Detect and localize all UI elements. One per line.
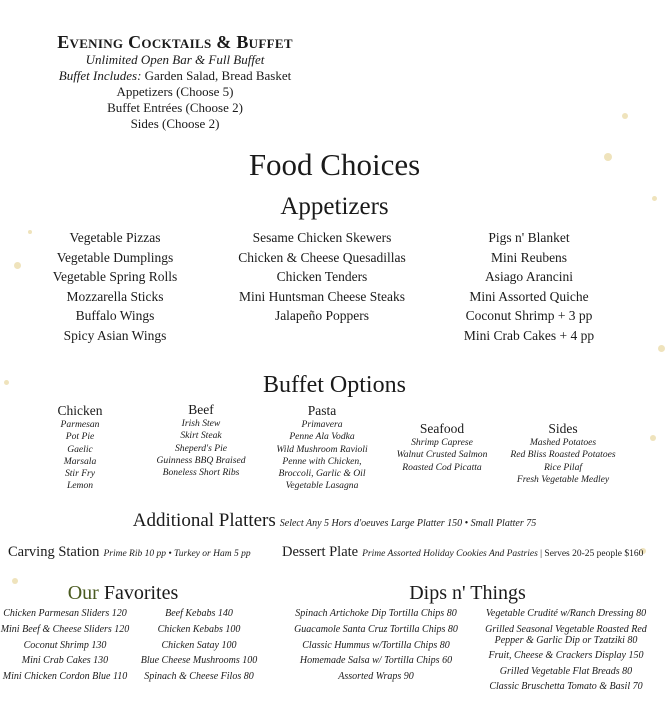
buffet-heading: Beef bbox=[188, 402, 214, 417]
buffet-heading: Sides bbox=[548, 421, 578, 436]
list-item: Guacamole Santa Cruz Tortilla Chips 80 bbox=[294, 623, 458, 635]
buffet-seafood bbox=[384, 421, 500, 474]
list-item: Spicy Asian Wings bbox=[63, 327, 167, 343]
list-item: Beef Kebabs 140 bbox=[165, 608, 233, 619]
buffet-heading: Chicken bbox=[57, 403, 103, 418]
list-item: Grilled Vegetable Flat Breads 80 bbox=[499, 665, 633, 677]
list-item: Classic Bruschetta Tomato & Basil 70 bbox=[489, 681, 643, 693]
buffet-chicken bbox=[30, 403, 130, 493]
list-item: Coconut Shrimp + 3 pp bbox=[465, 308, 593, 323]
list-item: Roasted Cod Picatta bbox=[402, 461, 482, 473]
decorative-dot bbox=[14, 262, 21, 269]
dessert-title: Dessert Plate bbox=[282, 544, 359, 560]
decorative-dot bbox=[622, 113, 628, 119]
buffet-includes-value: Garden Salad, Bread Basket bbox=[141, 68, 292, 83]
buffet-beef bbox=[146, 402, 256, 479]
list-item: Primavera bbox=[301, 419, 343, 430]
additional-platters bbox=[0, 510, 669, 532]
appetizers-title: Appetizers bbox=[280, 193, 389, 220]
list-item: Mini Beef & Cheese Sliders 120 bbox=[0, 623, 130, 635]
list-item: Guinness BBQ Braised bbox=[156, 454, 246, 466]
list-item: Chicken & Cheese Quesadillas bbox=[238, 249, 406, 265]
platters-detail: Select Any 5 Hors d'oeuves Large Platter 150 • Small Platter 75 bbox=[279, 518, 537, 529]
dips-col-2 bbox=[471, 606, 661, 695]
appetizers-rule: Appetizers (Choose 5) bbox=[116, 84, 234, 99]
list-item: Rice Pilaf bbox=[543, 461, 583, 473]
list-item: Mini Reubens bbox=[490, 249, 568, 265]
list-item: Gaelic bbox=[67, 443, 93, 455]
list-item: Mashed Potatoes bbox=[529, 437, 597, 448]
list-item: Fresh Vegetable Medley bbox=[516, 473, 610, 485]
list-item: Assorted Wraps 90 bbox=[338, 671, 414, 683]
buffet-includes bbox=[20, 68, 330, 84]
list-item: Chicken Satay 100 bbox=[161, 639, 237, 651]
list-item: Shrimp Caprese bbox=[411, 437, 473, 448]
platters-title: Additional Platters bbox=[132, 510, 276, 531]
decorative-dot bbox=[28, 230, 32, 234]
list-item: Grilled Seasonal Vegetable Roasted Red Pepper & Garlic Dip or Tzatziki 80 bbox=[485, 623, 647, 646]
dessert-serves: | Serves 20-25 people $160 bbox=[537, 549, 644, 559]
list-item: Boneless Short Ribs bbox=[162, 467, 240, 479]
carving-title: Carving Station bbox=[8, 544, 100, 560]
list-item: Irish Stew bbox=[181, 418, 221, 429]
list-item: Sesame Chicken Skewers bbox=[252, 230, 392, 245]
list-item: Pigs n' Blanket bbox=[488, 230, 570, 245]
list-item: Fruit, Cheese & Crackers Display 150 bbox=[488, 649, 644, 661]
list-item: Mini Crab Cakes + 4 pp bbox=[463, 327, 595, 343]
list-item: Jalapeño Poppers bbox=[274, 308, 370, 323]
buffet-heading: Pasta bbox=[307, 403, 337, 418]
list-item: Mini Huntsman Cheese Steaks bbox=[238, 288, 406, 304]
list-item: Chicken Kebabs 100 bbox=[157, 623, 241, 635]
list-item: Vegetable Lasagna bbox=[285, 480, 359, 492]
list-item: Walnut Crusted Salmon bbox=[396, 449, 488, 461]
list-item: Broccoli, Garlic & Oil bbox=[278, 468, 366, 480]
event-subtitle: Unlimited Open Bar & Full Buffet bbox=[85, 52, 265, 67]
dips-col-1 bbox=[283, 606, 469, 685]
list-item: Wild Mushroom Ravioli bbox=[276, 443, 368, 455]
list-item: Marsala bbox=[63, 455, 97, 467]
buffet-heading: Seafood bbox=[419, 421, 465, 436]
buffet-sides bbox=[500, 421, 626, 486]
list-item: Homemade Salsa w/ Tortilla Chips 60 bbox=[299, 655, 453, 667]
carving-detail: Prime Rib 10 pp • Turkey or Ham 5 pp bbox=[103, 549, 251, 559]
list-item: Chicken Parmesan Sliders 120 bbox=[3, 608, 127, 619]
sides-rule: Sides (Choose 2) bbox=[130, 116, 220, 131]
list-item: Lemon bbox=[66, 480, 94, 492]
list-item: Coconut Shrimp 130 bbox=[23, 639, 107, 651]
decorative-dot bbox=[650, 435, 656, 441]
decorative-dot bbox=[658, 345, 665, 352]
list-item: Buffalo Wings bbox=[75, 308, 155, 323]
favorites-title-accent: Our bbox=[67, 582, 99, 604]
dessert-plate bbox=[282, 543, 643, 561]
list-item: Vegetable Dumplings bbox=[56, 249, 174, 265]
dips-title: Dips n' Things bbox=[409, 582, 526, 604]
list-item: Asiago Arancini bbox=[484, 269, 574, 284]
favorites-title-rest: Favorites bbox=[98, 582, 179, 604]
appetizers-col-1 bbox=[40, 228, 190, 345]
list-item: Mini Assorted Quiche bbox=[469, 288, 589, 304]
list-item: Vegetable Pizzas bbox=[69, 230, 161, 245]
buffet-pasta bbox=[264, 403, 380, 493]
list-item: Penne Ala Vodka bbox=[289, 431, 355, 443]
event-title: Evening Cocktails & Buffet bbox=[57, 32, 293, 52]
list-item: Skirt Steak bbox=[180, 430, 222, 442]
list-item: Spinach Artichoke Dip Tortilla Chips 80 bbox=[295, 608, 457, 619]
event-header bbox=[20, 32, 330, 132]
list-item: Chicken Tenders bbox=[276, 269, 368, 284]
food-choices-title: Food Choices bbox=[248, 147, 421, 182]
list-item: Pot Pie bbox=[65, 431, 95, 443]
appetizers-col-3 bbox=[452, 228, 606, 345]
list-item: Parmesan bbox=[60, 419, 100, 430]
carving-station bbox=[8, 543, 251, 561]
favorites-title bbox=[0, 580, 246, 606]
list-item: Penne with Chicken, bbox=[282, 455, 362, 467]
list-item: Mini Crab Cakes 130 bbox=[21, 655, 109, 667]
buffet-includes-label: Buffet Includes: bbox=[58, 68, 142, 83]
list-item: Red Bliss Roasted Potatoes bbox=[510, 449, 616, 461]
buffet-options-title: Buffet Options bbox=[263, 372, 406, 398]
favorites-col-2 bbox=[134, 606, 264, 685]
list-item: Sheperd's Pie bbox=[174, 442, 228, 454]
list-item: Blue Cheese Mushrooms 100 bbox=[140, 655, 258, 667]
list-item: Spinach & Cheese Filos 80 bbox=[144, 671, 254, 683]
list-item: Classic Hummus w/Tortilla Chips 80 bbox=[302, 639, 450, 651]
list-item: Vegetable Crudité w/Ranch Dressing 80 bbox=[485, 608, 647, 619]
list-item: Mozzarella Sticks bbox=[66, 288, 164, 304]
list-item: Stir Fry bbox=[64, 468, 96, 480]
list-item: Vegetable Spring Rolls bbox=[52, 269, 178, 284]
appetizers-col-2 bbox=[222, 228, 422, 326]
list-item: Mini Chicken Cordon Blue 110 bbox=[2, 671, 128, 683]
dessert-detail: Prime Assorted Holiday Cookies And Pastries bbox=[362, 549, 538, 559]
favorites-col-1 bbox=[0, 606, 130, 685]
entrees-rule: Buffet Entrées (Choose 2) bbox=[107, 100, 243, 115]
